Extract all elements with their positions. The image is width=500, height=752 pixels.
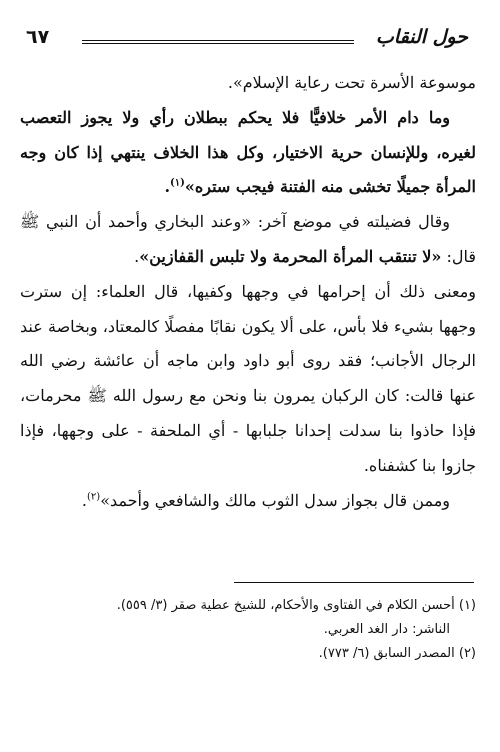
header-rule [82, 40, 354, 44]
body-text [20, 66, 476, 518]
paragraph-2-end: . [164, 177, 171, 197]
footnote-2: (٢) المصدر السابق (٦/ ٧٧٣). [318, 646, 476, 661]
page-header [22, 26, 472, 56]
hadith-quote: «لا تنتقب المرأة المحرمة ولا تلبس القفازين» [139, 246, 442, 266]
paragraph-5-end: . [81, 490, 87, 510]
paragraph-3 [20, 205, 476, 275]
footnote-ref-2[interactable]: (٢) [87, 491, 101, 503]
footnote-1-publisher: الناشر: دار الغد العربي. [323, 622, 450, 637]
paragraph-3-end: . [134, 246, 140, 266]
page-number: ٦٧ [26, 26, 50, 48]
footnote-separator [234, 582, 474, 583]
paragraph-5-text: وممن قال بجواز سدل الثوب مالك والشافعي وأحمد» [100, 490, 450, 510]
paragraph-2 [20, 101, 476, 205]
paragraph-continuation: موسوعة الأسرة تحت رعاية الإسلام». [227, 73, 476, 92]
footnote-ref-1[interactable]: (١) [170, 178, 185, 190]
paragraph-5 [20, 484, 476, 519]
paragraph-2-text: وما دام الأمر خلافيًّا فلا يحكم ببطلان رأي ولا يجوز التعصب لغيره، وللإنسان حرية الاختيار، وكل هذا الخلاف ينتهي إذا كان وجه المرأة جميلًا تخشى منه الفتنة فيجب ستره» [20, 107, 476, 197]
paragraph-3-intro: وقال فضيلته في موضع آخر: «وعند البخاري وأحمد أن النبي ﷺ قال: [20, 212, 476, 266]
footnotes [22, 594, 476, 666]
running-title: حول النقاب [375, 26, 468, 48]
footnote-1: (١) أحسن الكلام في الفتاوى والأحكام، للشيخ عطية صقر (٣/ ٥٥٩). [116, 598, 476, 613]
paragraph-4: ومعنى ذلك أن إحرامها في وجهها وكفيها، قال العلماء: إن سترت وجهها بشيء فلا بأس، على ألا يكون نقابًا مفصلًا كالمعتاد، وبخاصة عند الرجال الأجانب؛ فقد روى أبو داود وابن ماجه أن عائشة رضي الله عنها قالت: كان الركبان يمرون بنا ونحن مع رسول الله ﷺ محرمات، فإذا حاذوا بنا سدلت إحدانا جلبابها - أي الملحفة - على وجهها، فإذا جازوا بنا كشفناه. [20, 281, 476, 475]
